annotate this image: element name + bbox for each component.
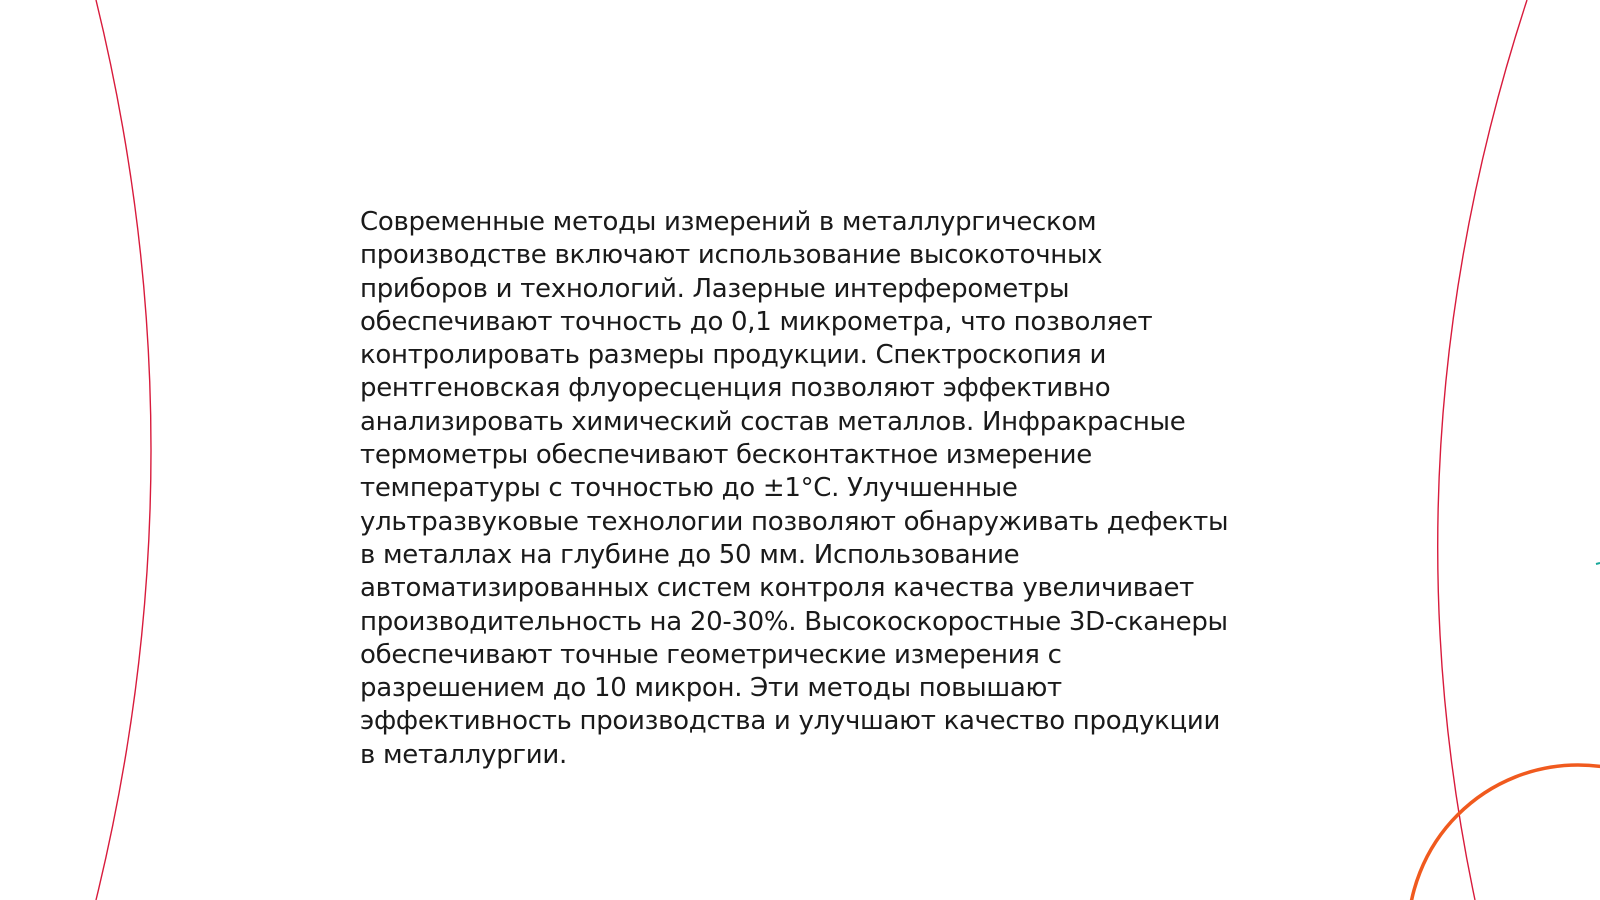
body-line: приборов и технологий. Лазерные интерферометры bbox=[360, 273, 1070, 304]
body-line: Современные методы измерений в металлургическом bbox=[360, 207, 1097, 237]
body-line: контролировать размеры продукции. Спектроскопия и bbox=[360, 340, 1107, 371]
body-line: эффективность производства и улучшают качество продукции bbox=[360, 706, 1221, 737]
teal-accent-mark bbox=[1596, 563, 1600, 564]
body-line: обеспечивают точные геометрические измерения с bbox=[360, 639, 1062, 670]
body-line: рентгеновская флуоресценция позволяют эффективно bbox=[360, 373, 1111, 404]
right-red-curve bbox=[1438, 0, 1527, 900]
orange-circle-arc bbox=[1408, 765, 1600, 900]
body-line: в металлургии. bbox=[360, 739, 567, 770]
body-line: разрешением до 10 микрон. Эти методы повышают bbox=[360, 673, 1062, 704]
body-line: анализировать химический состав металлов. Инфракрасные bbox=[360, 406, 1186, 437]
body-line: обеспечивают точность до 0,1 микрометра, что позволяет bbox=[360, 306, 1153, 337]
body-paragraph bbox=[360, 206, 1260, 772]
body-line: автоматизированных систем контроля качества увеличивает bbox=[360, 573, 1194, 604]
body-line: температуры с точностью до ±1°C. Улучшенные bbox=[360, 473, 1018, 504]
body-line: производстве включают использование высокоточных bbox=[360, 240, 1103, 271]
body-line: ультразвуковые технологии позволяют обнаруживать дефекты bbox=[360, 506, 1229, 537]
body-line: термометры обеспечивают бесконтактное измерение bbox=[360, 440, 1092, 471]
body-line: в металлах на глубине до 50 мм. Использование bbox=[360, 539, 1020, 570]
body-line: производительность на 20-30%. Высокоскоростные 3D-сканеры bbox=[360, 606, 1228, 637]
left-red-curve bbox=[96, 0, 151, 900]
